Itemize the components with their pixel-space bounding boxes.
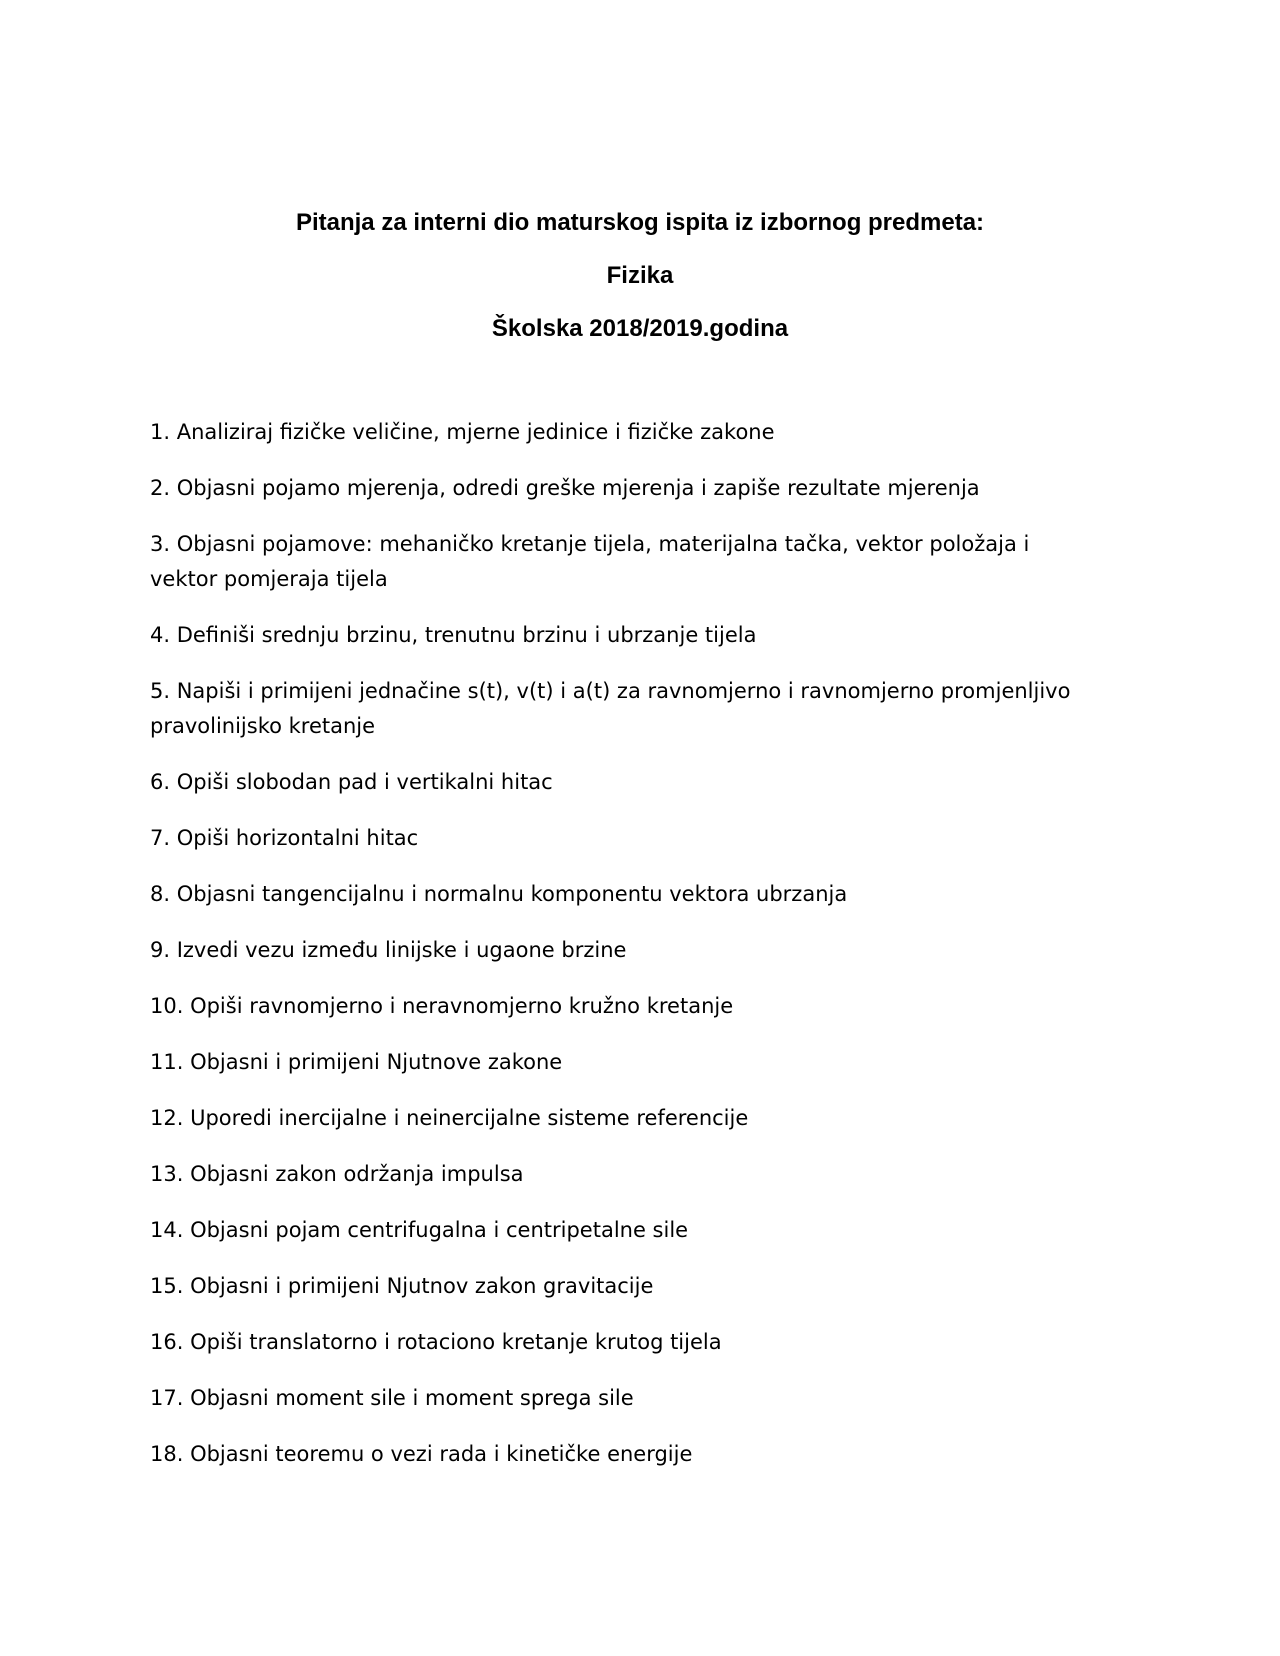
question-item: 1. Analiziraj fizičke veličine, mjerne jedinice i fizičke zakone: [150, 420, 775, 444]
document-title: Pitanja za interni dio maturskog ispita iz izbornog predmeta:: [295, 209, 985, 236]
question-item: 15. Objasni i primijeni Njutnov zakon gravitacije: [150, 1274, 654, 1298]
question-item: 14. Objasni pojam centrifugalna i centripetalne sile: [150, 1218, 689, 1242]
question-item: 12. Uporedi inercijalne i neinercijalne sisteme referencije: [150, 1106, 749, 1130]
question-item: 16. Opiši translatorno i rotaciono kretanje krutog tijela: [150, 1330, 722, 1354]
question-item: 18. Objasni teoremu o vezi rada i kinetičke energije: [150, 1442, 693, 1466]
question-item: 5. Napiši i primijeni jednačine s(t), v(t) i a(t) za ravnomjerno i ravnomjerno promjenljivo pravolinijsko kretanje: [150, 679, 1071, 738]
question-item: 17. Objasni moment sile i moment sprega sile: [150, 1386, 634, 1410]
question-item: 9. Izvedi vezu između linijske i ugaone brzine: [150, 938, 627, 962]
question-item: 7. Opiši horizontalni hitac: [150, 826, 419, 850]
question-item: 11. Objasni i primijeni Njutnove zakone: [150, 1050, 563, 1074]
question-item: 3. Objasni pojamove: mehaničko kretanje tijela, materijalna tačka, vektor položaja i vektor pomjeraja tijela: [150, 532, 1030, 591]
question-item: 13. Objasni zakon održanja impulsa: [150, 1162, 524, 1186]
question-item: 2. Objasni pojamo mjerenja, odredi greške mjerenja i zapiše rezultate mjerenja: [150, 476, 980, 500]
question-item: 6. Opiši slobodan pad i vertikalni hitac: [150, 770, 553, 794]
school-year: Školska 2018/2019.godina: [491, 315, 789, 342]
question-list: [150, 415, 1090, 1493]
subject-name: Fizika: [606, 262, 674, 289]
document-header: [0, 196, 1280, 355]
question-item: 8. Objasni tangencijalnu i normalnu komponentu vektora ubrzanja: [150, 882, 848, 906]
question-item: 10. Opiši ravnomjerno i neravnomjerno kružno kretanje: [150, 994, 734, 1018]
question-item: 4. Definiši srednju brzinu, trenutnu brzinu i ubrzanje tijela: [150, 623, 757, 647]
